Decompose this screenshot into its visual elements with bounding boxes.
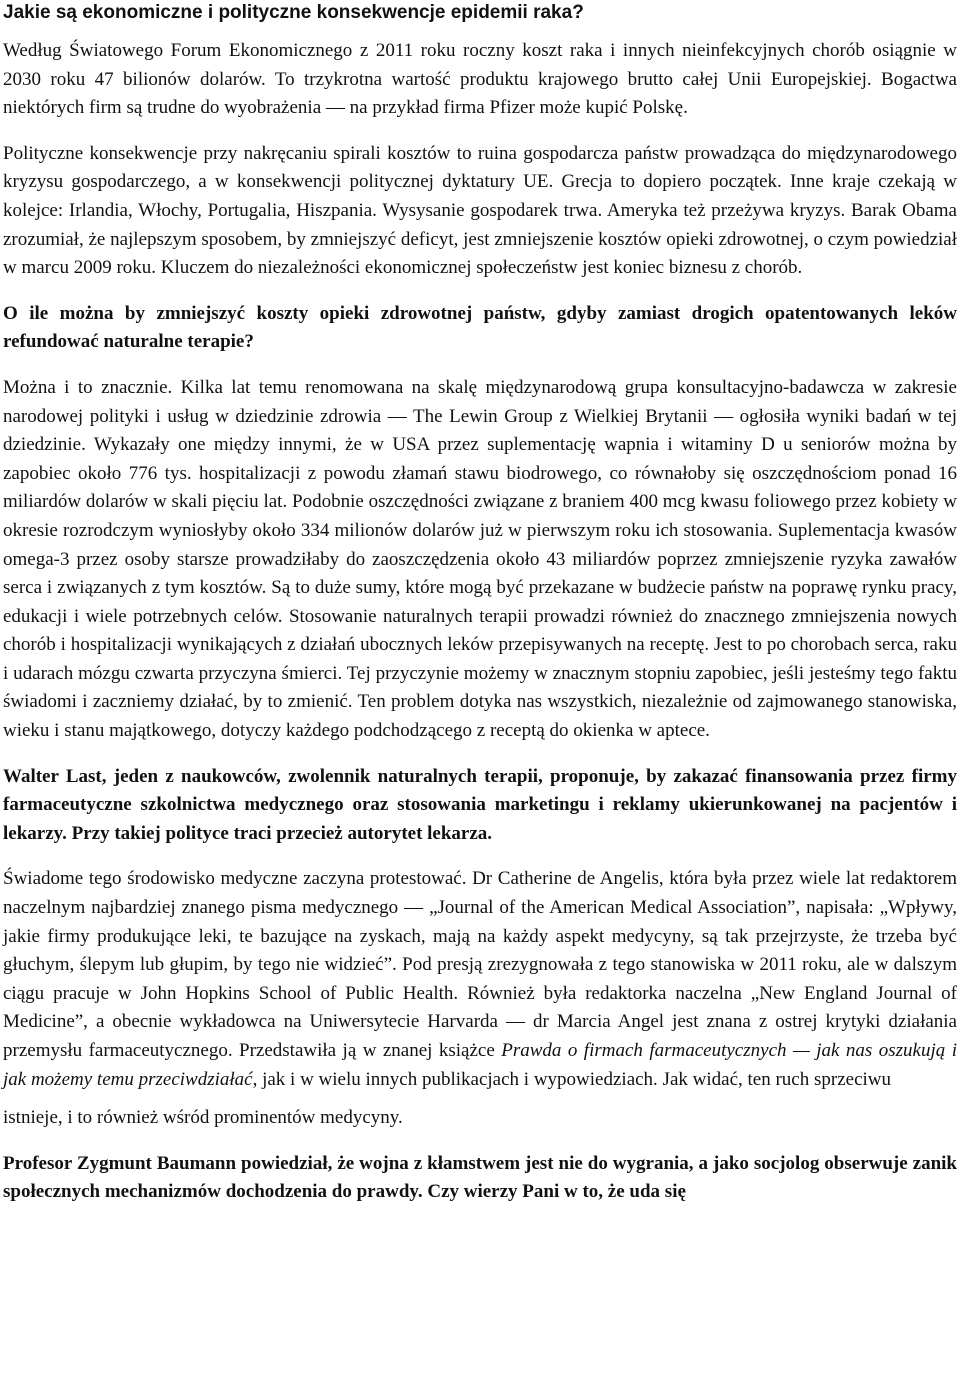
paragraph-cost-of-cancer: Według Światowego Forum Ekonomicznego z 2011 roku roczny koszt raka i innych nieinfekcyjnych chorób osiągnie w 2030 roku 47 bilionów dolarów. To trzykrotna wartość produktu krajowego brutto całej Unii Europejskiej. Bogactwa niektórych firm są trudne do wyobrażenia — na przykład firma Pfizer może kupić Polskę. — [3, 40, 957, 119]
question-heading-baumann: Profesor Zygmunt Baumann powiedział, że wojna z kłamstwem jest nie do wygrania, a jako socjolog obserwuje zanik społecznych mechanizmów dochodzenia do prawdy. Czy wierzy Pani w to, że uda się — [3, 1152, 957, 1203]
paragraph-medical-protest-text: Świadome tego środowisko medyczne zaczyna protestować. Dr Catherine de Angelis, która była przez wiele lat redaktorem naczelnym najbardziej znanego pisma medycznego — „Journal of the American Medical Association”, napisała: „Wpływy, jakie firmy produkujące leki, te bazujące na zyskach, mają na każdy aspekt medycyny, są tak przejrzyste, że trzeba być głuchym, ślepym lub głupim, by tego nie widzieć”. Pod presją zrezygnowała z tego stanowiska w 2011 roku, ale w dalszym ciągu pracuje w John Hopkins School of Public Health. Również była redaktorka naczelna „New England Journal of Medicine”, a obecnie wykładowca na Uniwersytecie Harvarda — dr Marcia Angel jest znana z ostrej krytyki działania przemysłu farmaceutycznego. Przedstawiła ją w znanej książce — [3, 868, 957, 1061]
paragraph-medical-protest — [3, 865, 957, 1094]
paragraph-medical-protest-end: , jak i w wielu innych publikacjach i wypowiedziach. Jak widać, ten ruch sprzeciwu — [252, 1068, 891, 1090]
question-heading-healthcare-costs: O ile można by zmniejszyć koszty opieki zdrowotnej państw, gdyby zamiast drogich opatentowanych leków refundować naturalne terapie? — [3, 302, 957, 353]
paragraph-prominents: istnieje, i to również wśród prominentów medycyny. — [3, 1107, 403, 1129]
paragraph-lewin-group: Można i to znacznie. Kilka lat temu renomowana na skalę międzynarodową grupa konsultacyjno-badawcza w zakresie narodowej polityki i usług w dziedzinie zdrowia — The Lewin Group z Wielkiej Brytanii — ogłosiła wyniki badań w tej dziedzinie. Wykazały one między innymi, że w USA przez suplementację wapnia i witaminy D u seniorów można by zapobiec około 776 tys. hospitalizacji z powodu złamań stawu biodrowego, co równałoby się oszczędnościom ponad 16 miliardów dolarów w skali pięciu lat. Podobnie oszczędności związane z braniem 400 mcg kwasu foliowego przez kobiety w okresie rozrodczym wyniosłyby około 334 milionów dolarów już w pierwszym roku ich stosowania. Suplementacja kwasów omega-3 przez osoby starsze prowadziłaby do zaoszczędzenia około 43 miliardów poprzez zmniejszenie ryzyka zawałów serca i związanych z tym kosztów. Są to duże sumy, które mogą być przekazane w budżecie państw na poprawę rynku pracy, edukacji i wiele potrzebnych celów. Stosowanie naturalnych terapii prowadzi również do znacznego zmniejszenia nowych chorób i hospitalizacji wynikających z działań ubocznych leków przepisywanych na receptę. Jest to po chorobach serca, raku i udarach mózgu czwarta przyczyna śmierci. Tej przyczynie możemy w znacznym stopniu zapobiec, jeśli jesteśmy tego faktu świadomi i zaczniemy działać, by to zmienić. Ten problem dotyka nas wszystkich, niezależnie od zajmowanego stanowiska, wieku i stanu majątkowego, dotyczy każdego podchodzącego z receptą do okienka w aptece. — [3, 376, 957, 742]
statement-walter-last: Walter Last, jeden z naukowców, zwolennik naturalnych terapii, proponuje, by zakazać finansowania przez firmy farmaceutyczne szkolnictwa medycznego oraz stosowania marketingu i reklamy ukierunkowanej na pacjentów i lekarzy. Przy takiej polityce traci przecież autorytet lekarza. — [3, 765, 957, 844]
page-title: Jakie są ekonomiczne i polityczne konsekwencje epidemii raka? — [3, 2, 584, 23]
paragraph-political-consequences: Polityczne konsekwencje przy nakręcaniu spirali kosztów to ruina gospodarcza państw prowadząca do międzynarodowego kryzysu gospodarczego, a w konsekwencji politycznej dyktatury UE. Grecja to dopiero początek. Inne kraje czekają w kolejce: Irlandia, Włochy, Portugalia, Hiszpania. Wysysanie gospodarek trwa. Ameryka też przeżywa kryzys. Barak Obama zrozumiał, że najlepszym sposobem, by zmniejszyć deficyt, jest zmniejszenie kosztów opieki zdrowotnej, o czym powiedział w marcu 2009 roku. Kluczem do niezależności ekonomicznej społeczeństw jest koniec biznesu z chorób. — [3, 142, 957, 279]
book-title-italic: Prawda o firmach farmaceutycznych — jak nas oszukują i jak możemy temu przeciwdziałać — [3, 1040, 957, 1090]
